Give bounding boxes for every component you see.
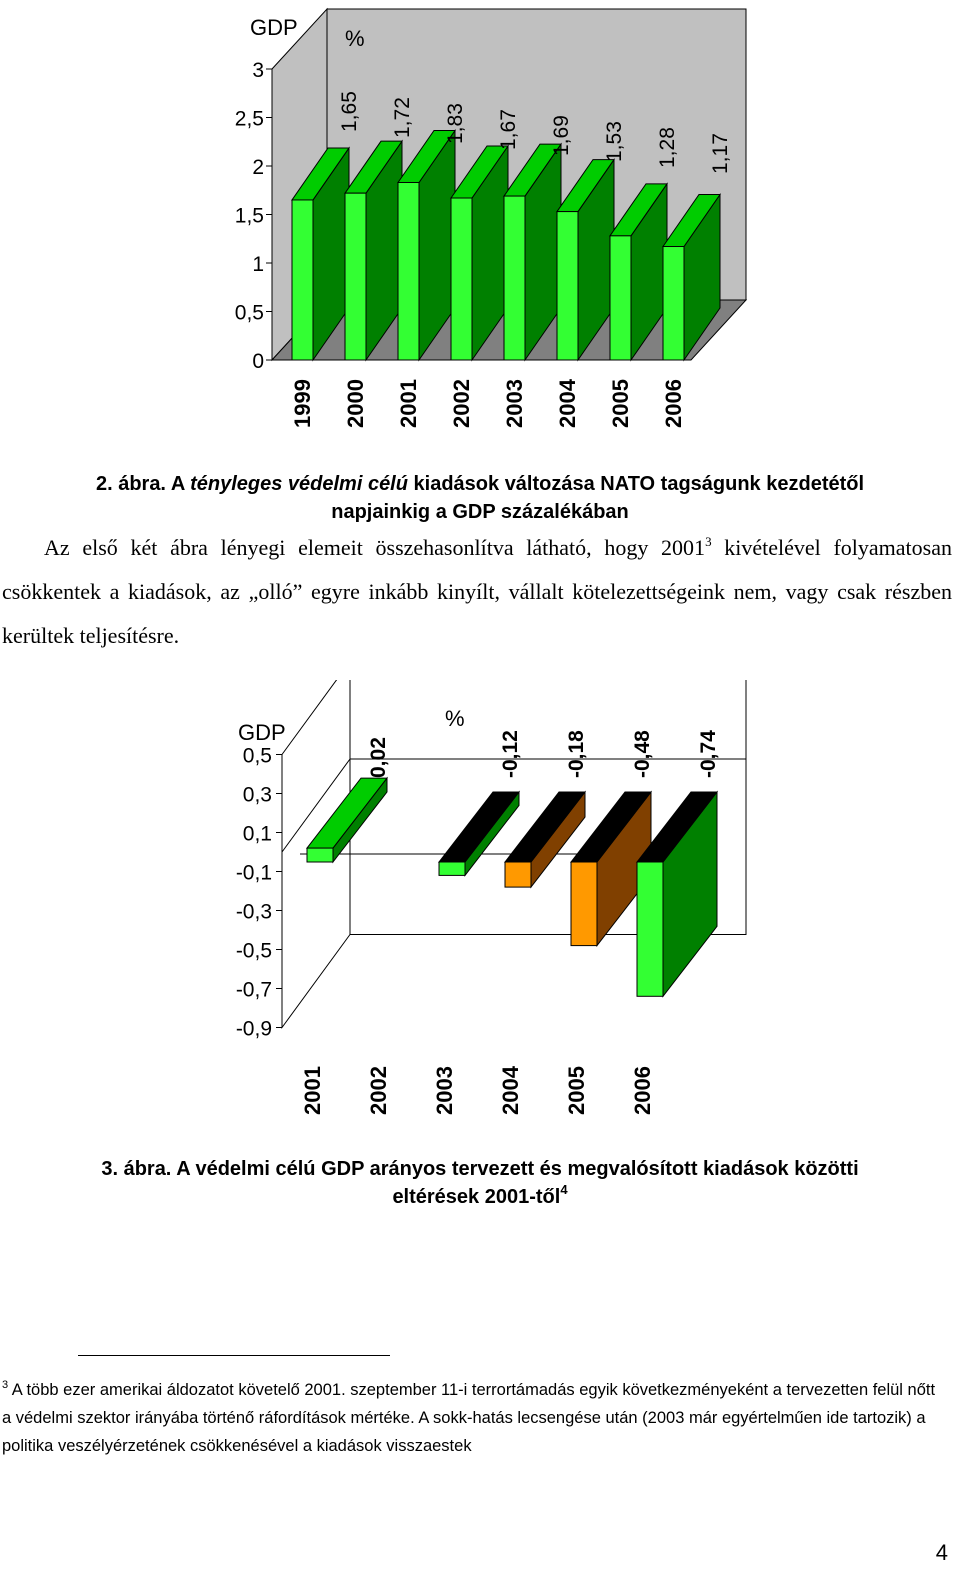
chart1-y-title: GDP	[250, 15, 298, 40]
chart1-data-label: 1,69	[550, 115, 573, 156]
chart1-x-tick-label: 2000	[343, 379, 368, 428]
chart2-y-tick-label: 0,3	[242, 783, 272, 807]
figure-2-line2: napjainkig a GDP százalékában	[331, 501, 629, 523]
chart1-x-tick-label: 2003	[502, 379, 527, 428]
chart2-y-tick-label: -0,7	[235, 978, 272, 1002]
chart1-x-tick-label: 2005	[608, 379, 633, 428]
chart2-x-tick-label: 2005	[564, 1066, 589, 1115]
chart2-unit-label: %	[445, 706, 465, 731]
chart1-y-tick-label: 0	[252, 350, 264, 373]
chart2-y-title: GDP	[238, 720, 286, 745]
chart2-x-tick-label: 2001	[300, 1066, 325, 1115]
chart2-data-label: -0,74	[697, 730, 720, 778]
chart1-y-tick-label: 1	[252, 253, 264, 276]
footnote-ref-4: 4	[560, 1182, 568, 1197]
paragraph-part2: kivételével folyamatosan csökkentek a kiadások, az „olló” egyre inkább kinyílt, vállalt kötelezettségeink nem, vagy csak részben kerültek teljesítésre.	[2, 535, 952, 648]
chart2-x-tick-label: 2003	[432, 1066, 457, 1115]
chart1-unit-label: %	[345, 26, 365, 51]
footnote-3	[2, 1376, 942, 1460]
figure-3-label: 3. ábra.	[101, 1158, 172, 1180]
chart1-x-tick-label: 2001	[396, 379, 421, 428]
chart1-bar	[345, 193, 366, 360]
chart2-y-tick-label: 0,1	[242, 822, 272, 846]
chart1-data-label: 1,83	[444, 103, 467, 144]
figure-2-text-a: A	[166, 473, 191, 495]
chart1-data-label: 1,53	[603, 121, 626, 162]
chart1-bar	[292, 200, 313, 360]
body-paragraph	[2, 526, 952, 658]
chart2-y-tick-label: -0,9	[235, 1017, 272, 1041]
chart1-data-label: 1,67	[497, 109, 520, 150]
chart1-x-tick-label: 2002	[449, 379, 474, 428]
chart2-bar	[571, 862, 597, 946]
figure-2-label: 2. ábra.	[95, 473, 166, 495]
figure-3-line2: eltérések 2001-től	[392, 1186, 561, 1208]
chart2-x-tick-label: 2004	[498, 1066, 523, 1115]
chart1-y-tick-label: 3	[252, 59, 264, 82]
chart2-x-tick-label: 2006	[630, 1066, 655, 1115]
chart-gdp-deviation	[0, 680, 960, 1130]
chart2-y-tick-label: -0,1	[235, 861, 272, 885]
chart1-bar	[398, 182, 419, 360]
figure-3-line1: A védelmi célú GDP arányos tervezett és megvalósított kiadások közötti	[171, 1158, 859, 1180]
chart1-bar	[504, 196, 525, 360]
chart1-x-tick-label: 2006	[661, 379, 686, 428]
chart1-y-tick-label: 2,5	[234, 107, 264, 131]
chart2-data-label: -0,12	[499, 730, 522, 778]
chart2-y-tick-label: -0,5	[235, 939, 272, 963]
chart1-bar	[663, 247, 684, 360]
footnote-ref-3: 3	[705, 534, 712, 549]
chart1-data-label: 1,28	[656, 127, 679, 168]
chart2-bar	[307, 848, 333, 862]
footnote-text: A több ezer amerikai áldozatot követelő 2001. szeptember 11-i terrortámadás egyik következményeként a tervezetten felül nőtt a védelmi szektor irányába történő ráfordítások mértéke. A sokk-hatás lecsengése után (2003 már egyértelműen ide tartozik) a politika veszélyérzetének csökkenésével a kiadások visszaestek	[2, 1381, 936, 1455]
chart1-bar	[610, 236, 631, 360]
chart2-data-label: 0,02	[367, 737, 390, 778]
footnote-separator	[78, 1355, 390, 1356]
figure-2-text-b: kiadások változása NATO tagságunk kezdetétől	[407, 473, 865, 495]
figure-3-caption	[0, 1155, 960, 1211]
chart2-bar	[439, 862, 465, 875]
figure-2-caption	[0, 470, 960, 526]
chart2-bar	[505, 862, 531, 887]
chart2-data-label: -0,48	[631, 730, 654, 778]
chart1-bar	[451, 198, 472, 360]
chart1-data-label: 1,65	[338, 91, 361, 132]
chart2-bar	[637, 862, 663, 996]
chart-gdp-share	[0, 0, 960, 440]
figure-2-text-italic: tényleges védelmi célú	[190, 473, 408, 495]
chart1-data-label: 1,72	[391, 97, 414, 138]
chart1-y-tick-label: 0,5	[234, 301, 264, 325]
paragraph-part1: Az első két ábra lényegi elemeit összehasonlítva látható, hogy 2001	[44, 535, 706, 560]
chart1-data-label: 1,17	[709, 133, 732, 174]
chart2-y-tick-label: -0,3	[235, 900, 272, 924]
page-number: 4	[935, 1540, 948, 1565]
chart2-y-tick-label: 0,5	[242, 744, 272, 768]
chart2-data-label: -0,18	[565, 730, 588, 778]
chart1-x-tick-label: 1999	[290, 379, 315, 428]
chart1-y-tick-label: 2	[252, 156, 264, 179]
chart1-x-tick-label: 2004	[555, 379, 580, 428]
chart1-bar	[557, 212, 578, 360]
footnote-number: 3	[2, 1379, 9, 1391]
chart1-y-tick-label: 1,5	[234, 204, 264, 228]
chart2-x-tick-label: 2002	[366, 1066, 391, 1115]
